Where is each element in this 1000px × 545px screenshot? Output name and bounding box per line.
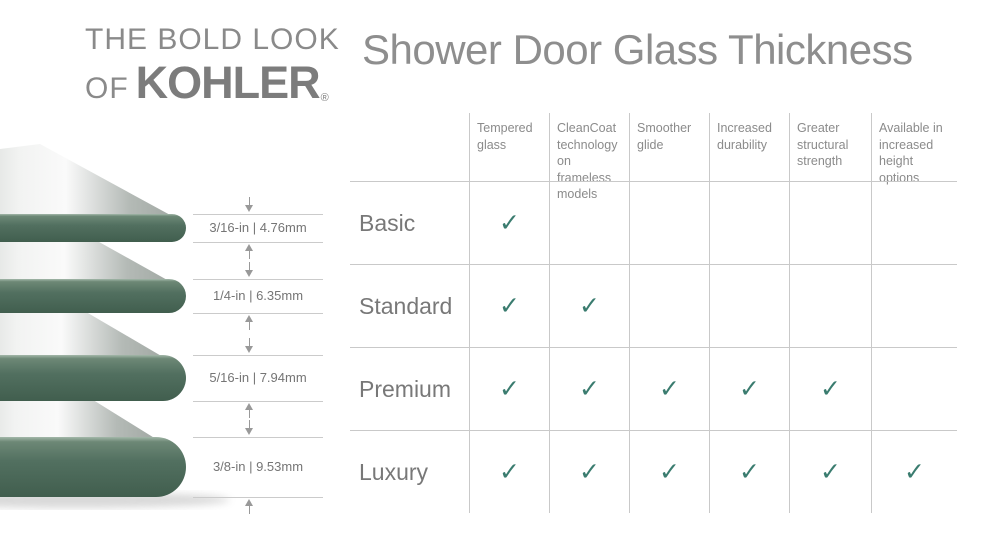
page-title: Shower Door Glass Thickness — [362, 26, 913, 73]
glass-pane-edge — [0, 279, 186, 313]
column-header: Tempered glass — [470, 113, 550, 181]
column-header: Increased durability — [710, 113, 790, 181]
registered-trademark-icon: ® — [320, 91, 329, 104]
measurement-line — [193, 313, 323, 314]
row-label: Premium — [350, 347, 470, 430]
measurement-line — [193, 401, 323, 402]
glass-pane-edge — [0, 214, 186, 242]
measurement-label: 3/16-in | 4.76mm — [209, 220, 307, 235]
row-label: Standard — [350, 264, 470, 347]
logo-brand-name: KOHLER — [135, 56, 320, 108]
check-cell: ✓ — [470, 347, 550, 430]
column-header: Greater structural strength — [790, 113, 872, 181]
measurement-label: 1/4-in | 6.35mm — [212, 288, 304, 303]
check-cell — [872, 181, 957, 264]
row-label: Basic — [350, 181, 470, 264]
check-cell: ✓ — [550, 347, 630, 430]
arrow-up-icon — [245, 403, 254, 418]
measurement-line — [193, 214, 323, 215]
check-cell — [790, 264, 872, 347]
check-cell: ✓ — [630, 347, 710, 430]
feature-table — [350, 113, 957, 513]
check-cell — [630, 181, 710, 264]
glass-pane-edge — [0, 355, 186, 401]
check-cell: ✓ — [872, 430, 957, 513]
check-cell — [550, 181, 630, 264]
glass-pane-edge — [0, 437, 186, 497]
check-cell: ✓ — [550, 264, 630, 347]
glass-pane-1 — [0, 144, 186, 242]
measurement-label: 5/16-in | 7.94mm — [209, 370, 307, 385]
arrow-up-icon — [245, 244, 254, 259]
check-cell — [710, 181, 790, 264]
check-cell — [790, 181, 872, 264]
check-cell: ✓ — [710, 430, 790, 513]
check-cell: ✓ — [630, 430, 710, 513]
arrow-down-icon — [245, 338, 254, 353]
check-cell — [630, 264, 710, 347]
glass-thickness-diagram — [0, 0, 350, 545]
check-cell: ✓ — [470, 264, 550, 347]
measurement-line — [193, 355, 323, 356]
check-cell: ✓ — [710, 347, 790, 430]
check-cell: ✓ — [790, 430, 872, 513]
check-cell: ✓ — [470, 430, 550, 513]
row-label: Luxury — [350, 430, 470, 513]
table-corner-cell — [350, 113, 470, 181]
column-header: CleanCoat technology on frameless models — [550, 113, 630, 181]
measurement-line — [193, 437, 323, 438]
check-cell: ✓ — [790, 347, 872, 430]
glass-pane-top-surface — [0, 144, 172, 216]
arrow-up-icon — [245, 499, 254, 514]
measurement-label: 3/8-in | 9.53mm — [212, 459, 304, 474]
measurement-line — [193, 497, 323, 498]
arrow-down-icon — [245, 262, 254, 277]
arrow-down-icon — [245, 420, 254, 435]
check-cell — [710, 264, 790, 347]
check-cell: ✓ — [550, 430, 630, 513]
arrow-down-icon — [245, 197, 254, 212]
column-header: Smoother glide — [630, 113, 710, 181]
measurement-line — [193, 242, 323, 243]
arrow-up-icon — [245, 315, 254, 330]
check-cell — [872, 347, 957, 430]
logo-of-text: OF — [85, 71, 129, 105]
logo-tagline: THE BOLD LOOK — [85, 23, 340, 56]
check-cell — [872, 264, 957, 347]
check-cell: ✓ — [470, 181, 550, 264]
column-header: Available in increased height options — [879, 121, 943, 185]
measurement-line — [193, 279, 323, 280]
